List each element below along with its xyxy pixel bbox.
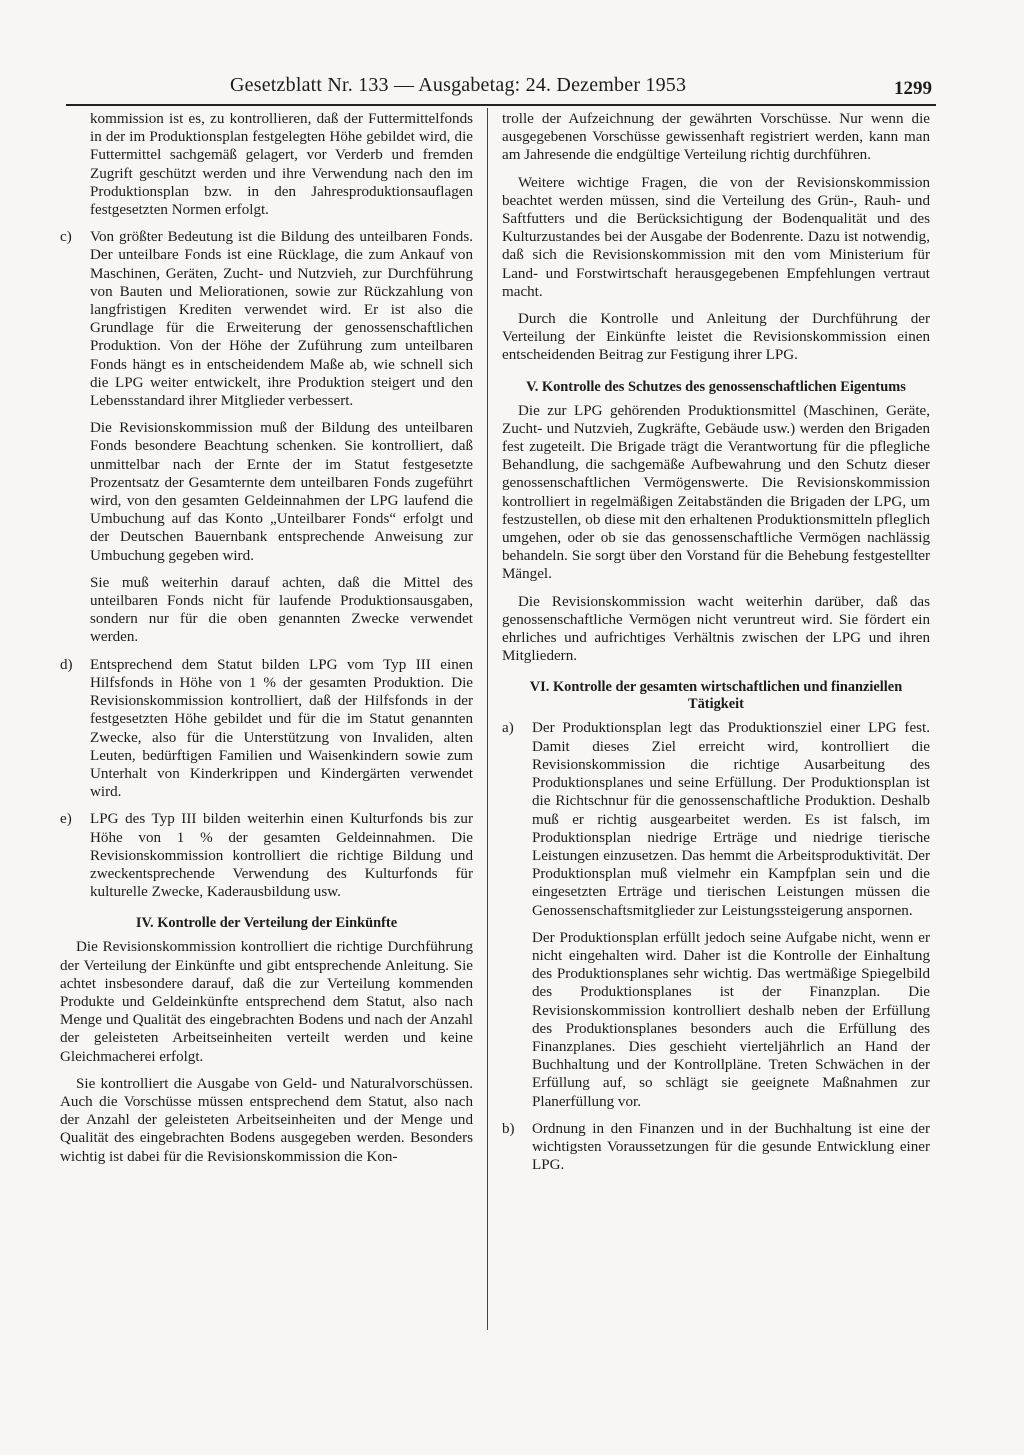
paragraph-iv-2-continuation: trolle der Aufzeichnung der gewährten Vorschüsse. Nur wenn die ausgegebenen Vorschüsse gewissenhaft registriert werden, kann man am Jahresende die endgültige Verteilung richtig durchführen. <box>502 111 930 164</box>
right-column <box>502 110 930 1183</box>
list-item-e <box>60 810 473 901</box>
paragraph-iv-1: Die Revisionskommission kontrolliert die richtige Durchführung der Verteilung der Einkünfte und gibt entsprechende Anleitung. Sie achtet insbesondere darauf, daß die zur Verteilung kommenden Produkte und Geldeinkünfte entsprechend dem Statut, also nach Menge und Qualität des eingebrachten Bodens und nach der Anzahl der geleisteten Arbeitseinheiten verteilt werden und keine Gleichmacherei erfolgt. <box>60 939 473 1065</box>
section-heading-iv: IV. Kontrolle der Verteilung der Einkünfte <box>135 915 398 932</box>
list-label-e: e) <box>60 811 72 828</box>
list-label-c: c) <box>60 229 72 246</box>
paragraph-iv-2: Sie kontrolliert die Ausgabe von Geld- und Naturalvorschüssen. Auch die Vorschüsse müssen entsprechend dem Statut, also nach der Anzahl der geleisteten Arbeitseinheiten und der Menge und Qualität des eingebrachten Bodens ausgegeben werden. Besonders wichtig ist dabei für die Revisionskommission die Kon- <box>60 1075 473 1165</box>
paragraph-b-continuation: kommission ist es, zu kontrollieren, daß der Futtermittelfonds in der im Produktionsplan festgelegten Höhe gebildet wird, die Futtermittel sachgemäß gelagert, vor Verderb und fremden Zugrift geschützt werden und ihre Verwendung nach den im Produktionsplan bzw. in den Jahresproduktionsauflagen festgesetzten Normen erfolgt. <box>90 111 473 219</box>
left-column <box>60 110 473 1175</box>
list-text-c: Von größter Bedeutung ist die Bildung des unteilbaren Fonds. Der unteilbare Fonds ist eine Rücklage, die zum Ankauf von Maschinen, Geräten, Zucht- und Nutzvieh, zur Durchführung von Bauten und Meliorationen, sowie zur Rückzahlung von langfristigen Krediten verwendet wird. Er ist also die Grundlage für die Erweiterung der genossenschaftlichen Produktion. Von der Höhe der Zuführung zum unteilbaren Fonds hängt es in entscheidendem Maße ab, wie schnell sich die LPG weiter entwickelt, ihre Produktion steigert und den Lebensstandard ihrer Mitglieder verbessert. <box>90 229 473 410</box>
column-divider <box>487 108 488 1330</box>
list-label-b: b) <box>502 1120 515 1137</box>
list-text-e: LPG des Typ III bilden weiterhin einen Kulturfonds bis zur Höhe von 1 % der gesamten Geldeinnahmen. Die Revisionskommission kontrolliert die richtige Bildung und zweckentsprechende Verwendung des Kulturfonds für kulturelle Zwecke, Kaderausbildung usw. <box>90 811 473 901</box>
paragraph-iv-3: Weitere wichtige Fragen, die von der Revisionskommission beachtet werden müssen, sind die Verteilung des Grün-, Rauh- und Saftfutters und die Berücksichtigung der Bodenqualität und des Kulturzustandes bei der Ausgabe der Bodenrente. Dazu ist notwendig, daß sich die Revisionskommission mit den vom Ministerium für Land- und Forstwirtschaft herausgegebenen Empfehlungen vertraut macht. <box>502 174 930 300</box>
list-item-b <box>502 1120 930 1175</box>
page-number: 1299 <box>894 78 932 99</box>
section-heading-v: V. Kontrolle des Schutzes des genossenschaftlichen Eigentums <box>526 378 906 395</box>
header-title: Gesetzblatt Nr. 133 — Ausgabetag: 24. Dezember 1953 <box>230 74 687 96</box>
list-label-a: a) <box>502 720 514 737</box>
list-text-b: Ordnung in den Finanzen und in der Buchhaltung ist eine der wichtigsten Voraussetzungen für die gesunde Entwicklung einer LPG. <box>532 1120 930 1174</box>
list-text-a: Der Produktionsplan legt das Produktionsziel einer LPG fest. Damit dieses Ziel erreicht wird, kontrolliert die Revisionskommission die richtige Ausarbeitung des Produktionsplanes und seine Erfüllung. Der Produktionsplan ist die Richtschnur für die genossenschaftliche Produktion. Deshalb muß er richtig ausgearbeitet werden. Es ist falsch, im Produktionsplan niedrige Erträge und niedrige tierische Leistungen einzusetzen. Das hemmt die Arbeitsproduktivität. Der Produktionsplan muß vielmehr ein Kampfplan sein und die eingesetzten Erträge und tierischen Leistungen müssen die Genossenschaftsmitglieder zur Leistungssteigerung anspornen. <box>532 720 930 919</box>
section-heading-vi: VI. Kontrolle der gesamten wirtschaftlichen und finanziellen Tätigkeit <box>529 679 903 713</box>
paragraph-c-2: Die Revisionskommission muß der Bildung des unteilbaren Fonds besondere Beachtung schenken. Sie kontrolliert, daß unmittelbar nach der Ernte der im Statut festgesetzte Prozentsatz der Gesamternte dem unteilbaren Fonds zugeführt wird, von den gesamten Geldeinnahmen der LPG laufend die Umbuchung auf das Konto „Unteilbarer Fonds“ erfolgt und der Deutschen Bauernbank entsprechende Anweisung zur Umbuchung gegeben wird. <box>90 420 473 564</box>
list-item-c <box>60 228 473 410</box>
list-item-d <box>60 656 473 802</box>
list-label-d: d) <box>60 656 73 673</box>
paragraph-c-3: Sie muß weiterhin darauf achten, daß die Mittel des unteilbaren Fonds nicht für laufende Produktionsausgaben, sondern nur für die oben genannten Zwecke verwendet werden. <box>90 574 473 646</box>
paragraph-iv-4: Durch die Kontrolle und Anleitung der Durchführung der Verteilung der Einkünfte leistet die Revisionskommission einen entscheidenden Beitrag zur Festigung ihrer LPG. <box>502 311 930 364</box>
paragraph-a-2: Der Produktionsplan erfüllt jedoch seine Aufgabe nicht, wenn er nicht eingehalten wird. Daher ist die Kontrolle der Einhaltung des Produktionsplanes sehr wichtig. Das wertmäßige Spiegelbild des Produktionsplanes ist der Finanzplan. Die Revisionskommission kontrolliert deshalb neben der Erfüllung des Produktionsplanes besonders auch die Erfüllung des Finanzplanes. Dies geschieht vierteljährlich an Hand der Buchhaltung und der Kontrollpläne. Treten Schwächen in der Erfüllung auf, so schlägt sie geeignete Maßnahmen zur Planerfüllung vor. <box>532 929 930 1110</box>
list-item-a <box>502 719 930 919</box>
list-text-d: Entsprechend dem Statut bilden LPG vom Typ III einen Hilfsfonds in Höhe von 1 % der gesamten Produktion. Die Revisionskommission kontrolliert, daß der Hilfsfonds in der festgesetzten Höhe gebildet und für die im Statut genannten Zwecke, also für die Unterstützung von Invaliden, alten Leuten, bedürftigen Familien und Waisenkindern sowie zum Unterhalt von Kinderkrippen und Kindergärten verwendet wird. <box>90 656 473 801</box>
page-header <box>66 72 936 106</box>
paragraph-v-2: Die Revisionskommission wacht weiterhin darüber, daß das genossenschaftliche Vermögen nicht veruntreut wird. Sie fördert ein ehrliches und aufrichtiges Verhältnis zwischen der LPG und ihren Mitgliedern. <box>502 593 930 665</box>
paragraph-v-1: Die zur LPG gehörenden Produktionsmittel (Maschinen, Geräte, Zucht- und Nutzvieh, Zugkräfte, Gebäude usw.) werden den Brigaden fest zugeteilt. Die Brigade trägt die Verantwortung für die pflegliche Behandlung, die sachgemäße Aufbewahrung und den Schutz dieser genossenschaftlichen Vermögenswerte. Die Revisionskommission kontrolliert in regelmäßigen Zeitabständen die Brigaden der LPG, um festzustellen, ob diese mit den erhaltenen Produktionsmitteln pfleglich umgehen, oder ob sie das genossenschaftliche Vermögen nachlässig behandeln. Sie sorgt über den Vorstand für die Behebung festgestellter Mängel. <box>502 402 930 583</box>
